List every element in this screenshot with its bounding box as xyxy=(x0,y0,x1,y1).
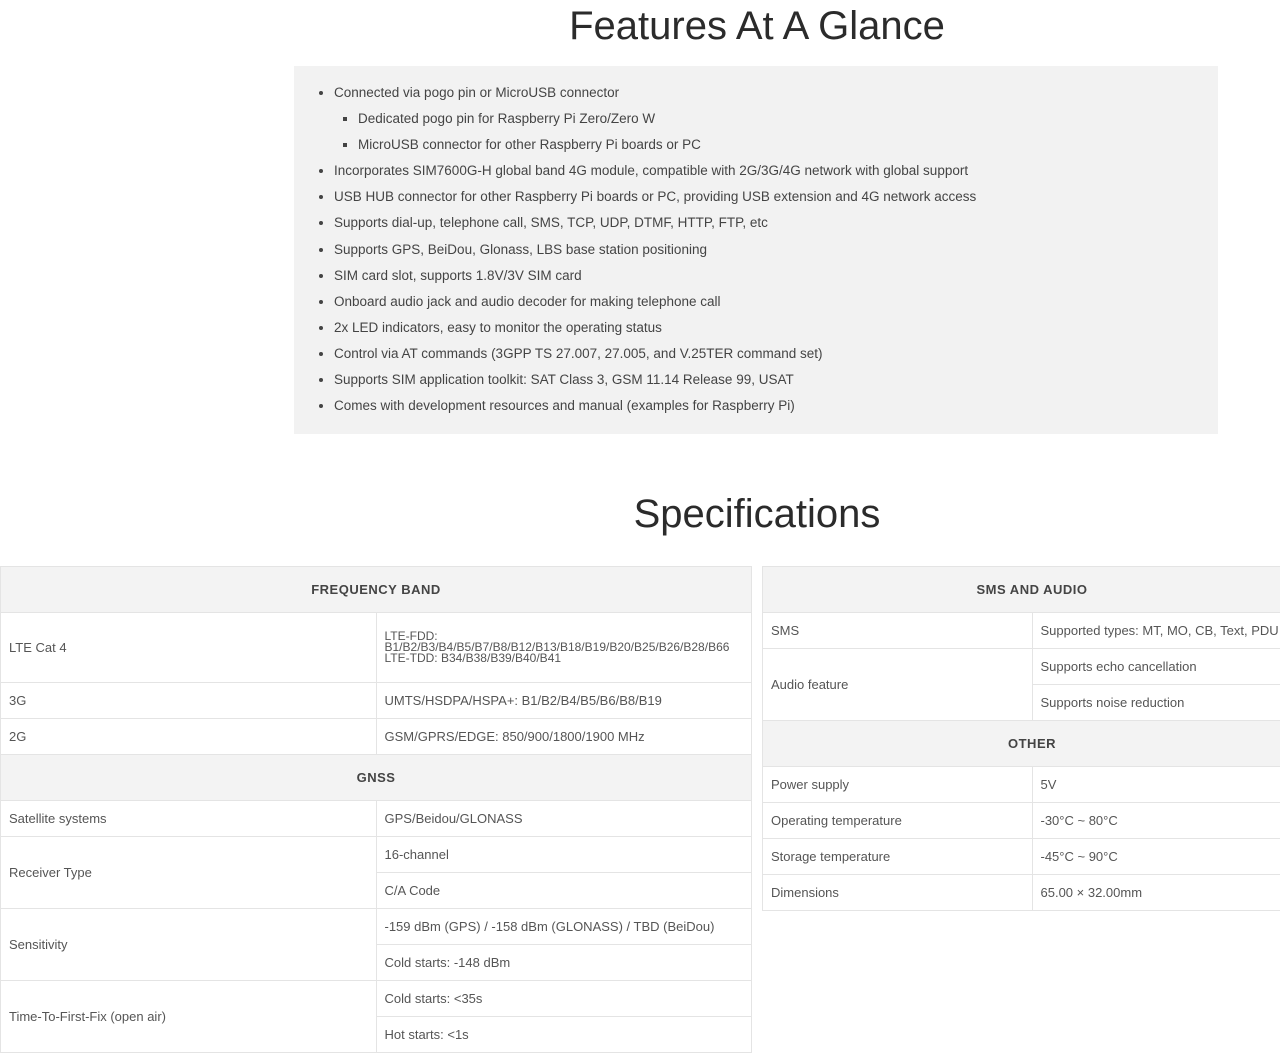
audio-value: Supports echo cancellation xyxy=(1032,649,1280,685)
sms-value: Supported types: MT, MO, CB, Text, PDU xyxy=(1032,613,1280,649)
features-panel xyxy=(294,66,1218,434)
feature-subitem: ▪ MicroUSB connector for other Raspberry Pi boards or PC xyxy=(358,132,1218,158)
sensitivity-value: Cold starts: -148 dBm xyxy=(376,945,752,981)
ttff-value: Cold starts: <35s xyxy=(376,981,752,1017)
power-value: 5V xyxy=(1032,767,1280,803)
feature-item: • Incorporates SIM7600G-H global band 4G module, compatible with 2G/3G/4G network with global support xyxy=(334,158,1218,184)
feature-subitem: ▪ Dedicated pogo pin for Raspberry Pi Zero/Zero W xyxy=(358,106,1218,132)
feature-item: • Control via AT commands (3GPP TS 27.007, 27.005, and V.25TER command set) xyxy=(334,341,1218,367)
storage-temp-label: Storage temperature xyxy=(763,839,1033,875)
gnss-header: GNSS xyxy=(1,755,752,801)
spec-table-right xyxy=(762,566,1280,911)
feature-item: • Supports SIM application toolkit: SAT Class 3, GSM 11.14 Release 99, USAT xyxy=(334,367,1218,393)
other-header: OTHER xyxy=(763,721,1280,767)
feature-item: • USB HUB connector for other Raspberry Pi boards or PC, providing USB extension and 4G network access xyxy=(334,184,1218,210)
feature-item: • Comes with development resources and manual (examples for Raspberry Pi) xyxy=(334,393,1218,419)
sensitivity-label: Sensitivity xyxy=(1,909,377,981)
satellite-value: GPS/Beidou/GLONASS xyxy=(376,801,752,837)
feature-item: • Supports GPS, BeiDou, Glonass, LBS base station positioning xyxy=(334,237,1218,263)
operating-temp-value: -30°C ~ 80°C xyxy=(1032,803,1280,839)
feature-item: • SIM card slot, supports 1.8V/3V SIM card xyxy=(334,263,1218,289)
spec-table-left xyxy=(0,566,752,1053)
sms-audio-header: SMS AND AUDIO xyxy=(763,567,1280,613)
sensitivity-value: -159 dBm (GPS) / -158 dBm (GLONASS) / TBD (BeiDou) xyxy=(376,909,752,945)
2g-label: 2G xyxy=(1,719,377,755)
ttff-label: Time-To-First-Fix (open air) xyxy=(1,981,377,1053)
feature-item: • 2x LED indicators, easy to monitor the operating status xyxy=(334,315,1218,341)
receiver-label: Receiver Type xyxy=(1,837,377,909)
3g-value: UMTS/HSDPA/HSPA+: B1/B2/B4/B5/B6/B8/B19 xyxy=(376,683,752,719)
feature-item: • Connected via pogo pin or MicroUSB connector ▪ Dedicated pogo pin for Raspberry Pi Zero/Zero W ▪ MicroUSB connector for other Raspberry Pi boards or PC xyxy=(334,80,1218,158)
feature-item: • Onboard audio jack and audio decoder for making telephone call xyxy=(334,289,1218,315)
feature-item: • Supports dial-up, telephone call, SMS, TCP, UDP, DTMF, HTTP, FTP, etc xyxy=(334,210,1218,236)
2g-value: GSM/GPRS/EDGE: 850/900/1800/1900 MHz xyxy=(376,719,752,755)
features-list xyxy=(294,80,1218,419)
power-label: Power supply xyxy=(763,767,1033,803)
ttff-value: Hot starts: <1s xyxy=(376,1017,752,1053)
audio-label: Audio feature xyxy=(763,649,1033,721)
operating-temp-label: Operating temperature xyxy=(763,803,1033,839)
sms-label: SMS xyxy=(763,613,1033,649)
lte-value: LTE-FDD: B1/B2/B3/B4/B5/B7/B8/B12/B13/B18/B19/B20/B25/B26/B28/B66 LTE-TDD: B34/B38/B39/B40/B41 xyxy=(376,613,752,683)
satellite-label: Satellite systems xyxy=(1,801,377,837)
receiver-value: 16-channel xyxy=(376,837,752,873)
specifications-title: Specifications xyxy=(0,494,1280,534)
dimensions-value: 65.00 × 32.00mm xyxy=(1032,875,1280,911)
3g-label: 3G xyxy=(1,683,377,719)
receiver-value: C/A Code xyxy=(376,873,752,909)
storage-temp-value: -45°C ~ 90°C xyxy=(1032,839,1280,875)
dimensions-label: Dimensions xyxy=(763,875,1033,911)
frequency-band-header: FREQUENCY BAND xyxy=(1,567,752,613)
audio-value: Supports noise reduction xyxy=(1032,685,1280,721)
feature-sublist xyxy=(334,106,1218,158)
features-title: Features At A Glance xyxy=(0,6,1280,46)
lte-label: LTE Cat 4 xyxy=(1,613,377,683)
